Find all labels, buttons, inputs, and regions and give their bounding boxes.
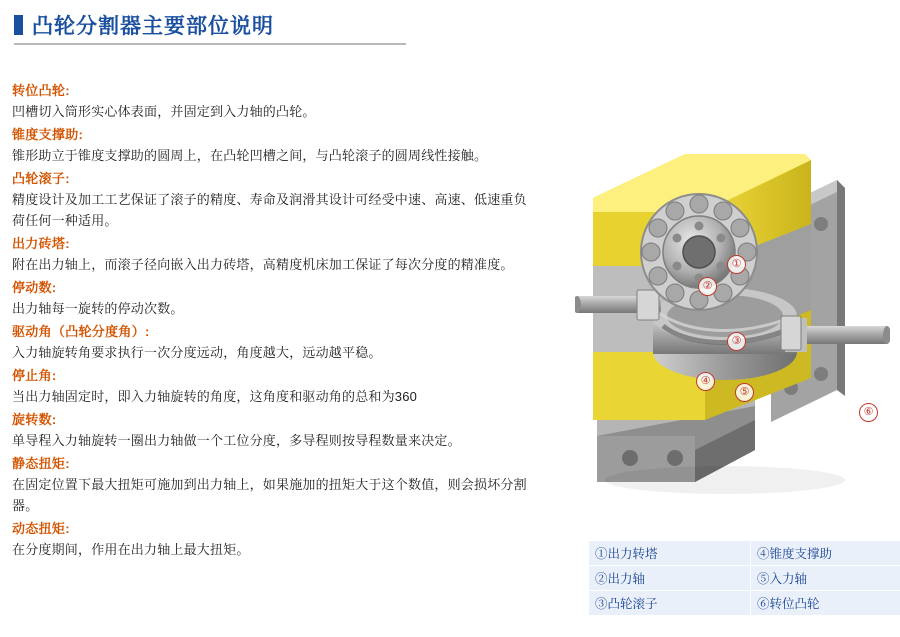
callout-6: ⑥: [859, 403, 878, 422]
header-accent-bar: [14, 15, 23, 35]
description-item: [12, 124, 532, 166]
description-detail: 出力轴每一旋转的停动次数。: [12, 301, 184, 316]
description-item: [12, 409, 532, 451]
description-item: [12, 233, 532, 275]
legend-cell: ③凸轮滚子: [589, 591, 751, 616]
description-term: 凸轮滚子:: [12, 171, 70, 186]
callout-4: ④: [696, 372, 715, 391]
description-term: 静态扭矩:: [12, 456, 70, 471]
legend-cell: ⑥转位凸轮: [751, 591, 900, 616]
cam-indexer-cutaway-illustration: [575, 120, 890, 520]
callout-2: ②: [698, 277, 717, 296]
description-item: [12, 277, 532, 319]
description-detail: 精度设计及加工工艺保证了滚子的精度、寿命及润滑其设计可经受中速、高速、低速重负荷任何一种适用。: [12, 192, 527, 228]
description-list: [12, 80, 532, 562]
description-item: [12, 168, 532, 231]
legend-cell: ①出力转塔: [589, 541, 751, 566]
callout-3: ③: [727, 332, 746, 351]
description-term: 停动数:: [12, 280, 57, 295]
description-detail: 单导程入力轴旋转一圈出力轴做一个工位分度，多导程则按导程数量来决定。: [12, 433, 461, 448]
cam-indexer-diagram: [575, 120, 890, 520]
description-detail: 在分度期间，作用在出力轴上最大扭矩。: [12, 542, 250, 557]
description-detail: 锥形助立于锥度支撑助的圆周上，在凸轮凹槽之间，与凸轮滚子的圆周线性接触。: [12, 148, 488, 163]
description-detail: 附在出力轴上，而滚子径向嵌入出力砖塔，高精度机床加工保证了每次分度的精准度。: [12, 257, 514, 272]
description-term: 锥度支撑助:: [12, 127, 84, 142]
description-item: [12, 365, 532, 407]
legend-cell: ②出力轴: [589, 566, 751, 591]
description-detail: 在固定位置下最大扭矩可施加到出力轴上，如果施加的扭矩大于这个数值，则会损坏分割器。: [12, 477, 527, 513]
description-term: 停止角:: [12, 368, 57, 383]
description-term: 转位凸轮:: [12, 83, 70, 98]
page-title: 凸轮分割器主要部位说明: [32, 15, 274, 38]
table-row: [589, 591, 900, 616]
description-item: [12, 518, 532, 560]
table-row: [589, 541, 900, 566]
description-item: [12, 80, 532, 122]
description-term: 旋转数:: [12, 412, 57, 427]
description-item: [12, 321, 532, 363]
legend-cell: ⑤入力轴: [751, 566, 900, 591]
page-header: [14, 10, 414, 48]
legend-table: [588, 540, 900, 616]
description-item: [12, 453, 532, 516]
description-detail: 凹槽切入筒形实心体表面，并固定到入力轴的凸轮。: [12, 104, 316, 119]
legend-cell: ④锥度支撑助: [751, 541, 900, 566]
callout-5: ⑤: [735, 383, 754, 402]
table-row: [589, 566, 900, 591]
description-detail: 入力轴旋转角要求执行一次分度远动，角度越大，远动越平稳。: [12, 345, 382, 360]
description-term: 驱动角（凸轮分度角）:: [12, 324, 150, 339]
description-term: 出力砖塔:: [12, 236, 70, 251]
header-divider: [14, 43, 406, 45]
callout-1: ①: [727, 255, 746, 274]
description-detail: 当出力轴固定时，即入力轴旋转的角度，这角度和驱动角的总和为360: [12, 389, 418, 404]
description-term: 动态扭矩:: [12, 521, 70, 536]
